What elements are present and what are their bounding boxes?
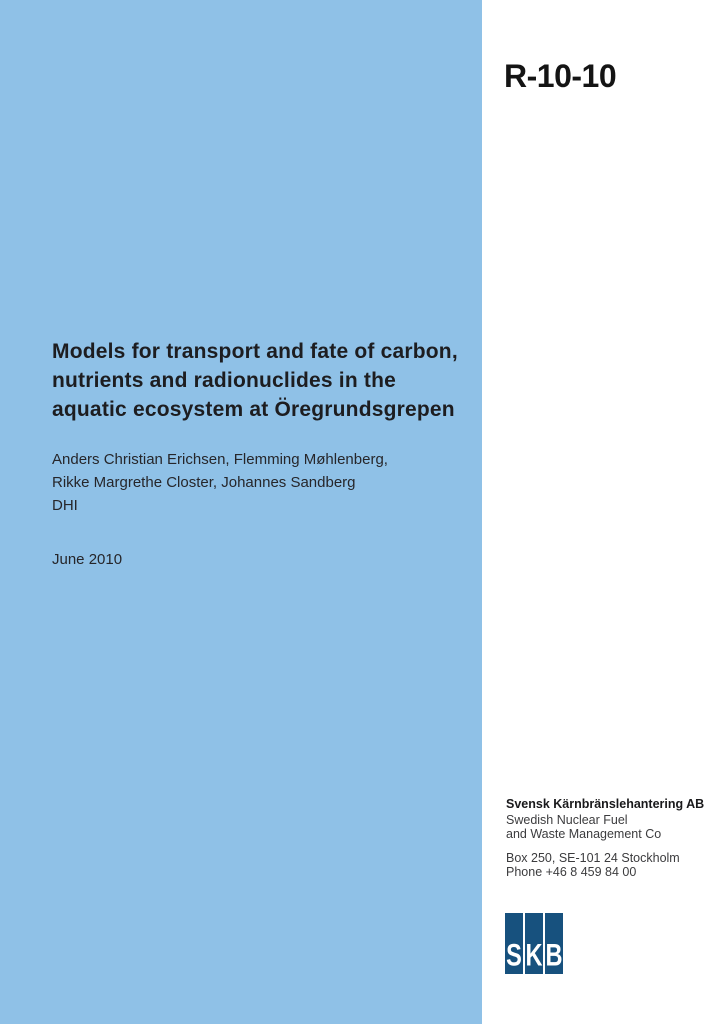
skb-logo-letter-s: S bbox=[506, 938, 522, 973]
skb-logo-letter-b: B bbox=[545, 938, 563, 973]
report-title-line-1: Models for transport and fate of carbon, bbox=[52, 340, 458, 363]
skb-logo-bar-s bbox=[505, 913, 523, 974]
author-line-2: Rikke Margrethe Closter, Johannes Sandberg bbox=[52, 474, 356, 491]
report-number: R-10-10 bbox=[504, 58, 617, 94]
publisher-phone: Phone +46 8 459 84 00 bbox=[506, 865, 637, 879]
author-line-1: Anders Christian Erichsen, Flemming Møhlenberg, bbox=[52, 451, 388, 468]
skb-logo-letter-k: K bbox=[525, 938, 543, 973]
report-title-line-2: nutrients and radionuclides in the bbox=[52, 369, 396, 392]
author-affiliation: DHI bbox=[52, 497, 78, 514]
publisher-subtitle-line-2: and Waste Management Co bbox=[506, 827, 662, 841]
report-authors bbox=[52, 448, 472, 517]
publisher-address: Box 250, SE-101 24 Stockholm bbox=[506, 850, 680, 865]
publisher-info bbox=[506, 797, 706, 880]
skb-logo-bar-k bbox=[525, 913, 543, 974]
report-title bbox=[52, 337, 467, 424]
report-title-line-3: aquatic ecosystem at Öregrundsgrepen bbox=[52, 398, 455, 421]
skb-logo bbox=[505, 913, 563, 974]
publisher-subtitle-line-1: Swedish Nuclear Fuel bbox=[506, 812, 628, 827]
report-date: June 2010 bbox=[52, 551, 123, 568]
skb-logo-bar-b bbox=[545, 913, 563, 974]
publisher-name: Svensk Kärnbränslehantering AB bbox=[506, 797, 705, 811]
